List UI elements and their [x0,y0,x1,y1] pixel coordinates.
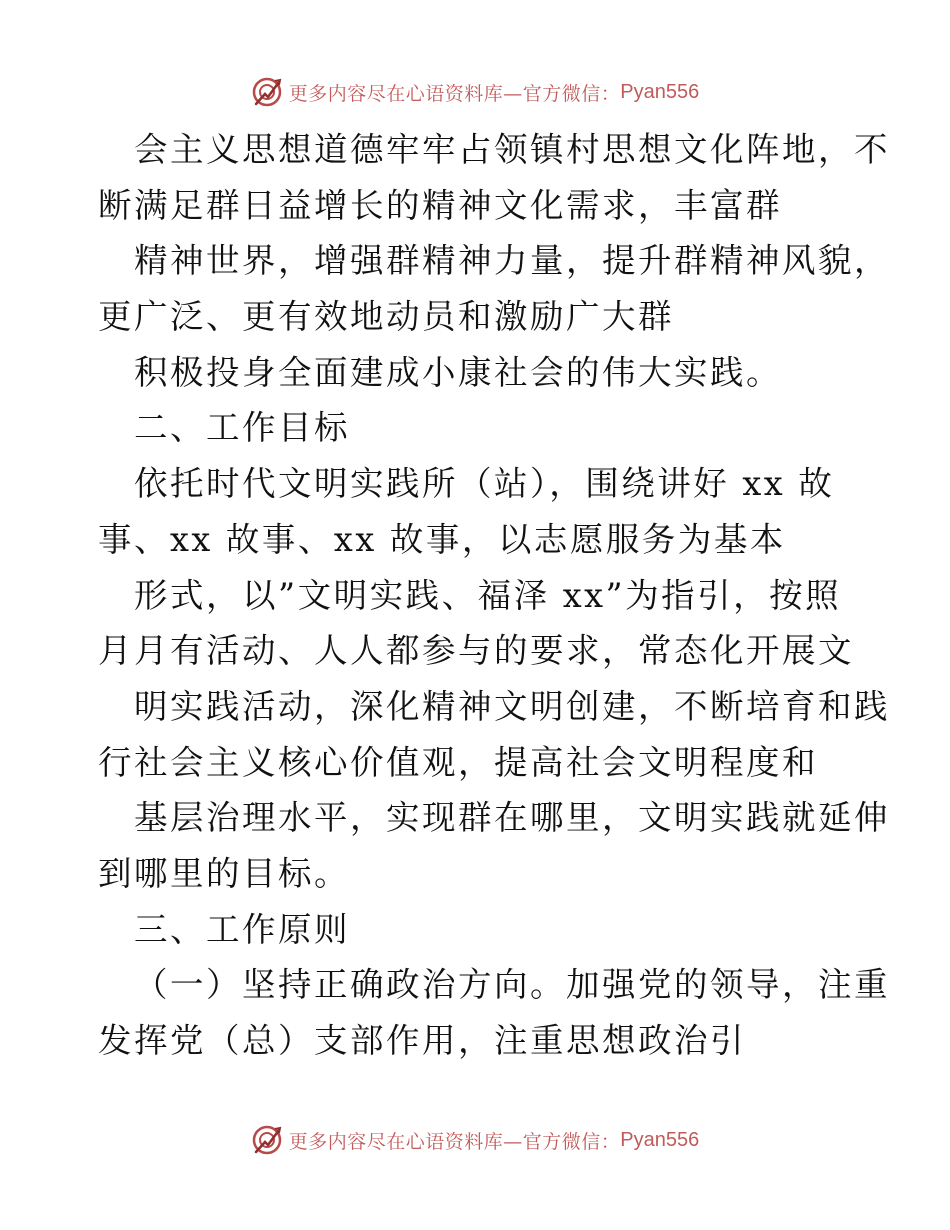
text-line: 三、工作原则 [134,909,350,949]
watermark-text: 更多内容尽在心语资料库—官方微信： [288,1130,621,1153]
watermark-handle: Pyan556 [620,80,700,103]
text-line: 月月有活动、人人都参与的要求，常态化开展文 [98,631,854,671]
text-line: 到哪里的目标。 [98,853,350,893]
text-line: 行社会主义核心价值观，提高社会文明程度和 [98,742,818,782]
text-line: 积极投身全面建成小康社会的伟大实践。 [134,352,782,392]
text-line: 明实践活动，深化精神文明创建，不断培育和践 [134,686,890,726]
text-line: 形式，以”文明实践、福泽 xx”为指引，按照 [134,575,842,615]
text-line: 更广泛、更有效地动员和激励广大群 [98,297,674,337]
watermark-logo-icon [251,76,283,108]
text-line: （一）坚持正确政治方向。加强党的领导，注重 [134,965,890,1005]
text-line: 发挥党（总）支部作用，注重思想政治引 [98,1021,746,1060]
text-line: 断满足群日益增长的精神文化需求，丰富群 [98,185,782,225]
text-line: 基层治理水平，实现群在哪里，文明实践就延伸 [134,798,890,838]
footer-watermark [0,1120,950,1160]
watermark-logo-icon [251,1124,283,1156]
watermark-handle: Pyan556 [620,1128,700,1151]
text-line: 二、工作目标 [134,408,350,448]
text-line: 精神世界，增强群精神力量，提升群精神风貌， [134,241,890,281]
text-line: 事、xx 故事、xx 故事，以志愿服务为基本 [98,519,786,559]
text-line: 会主义思想道德牢牢占领镇村思想文化阵地，不 [134,130,890,169]
header-watermark [0,72,950,112]
watermark-text: 更多内容尽在心语资料库—官方微信： [288,82,621,105]
text-line: 依托时代文明实践所（站），围绕讲好 xx 故 [134,464,835,504]
document-body [98,122,890,1069]
